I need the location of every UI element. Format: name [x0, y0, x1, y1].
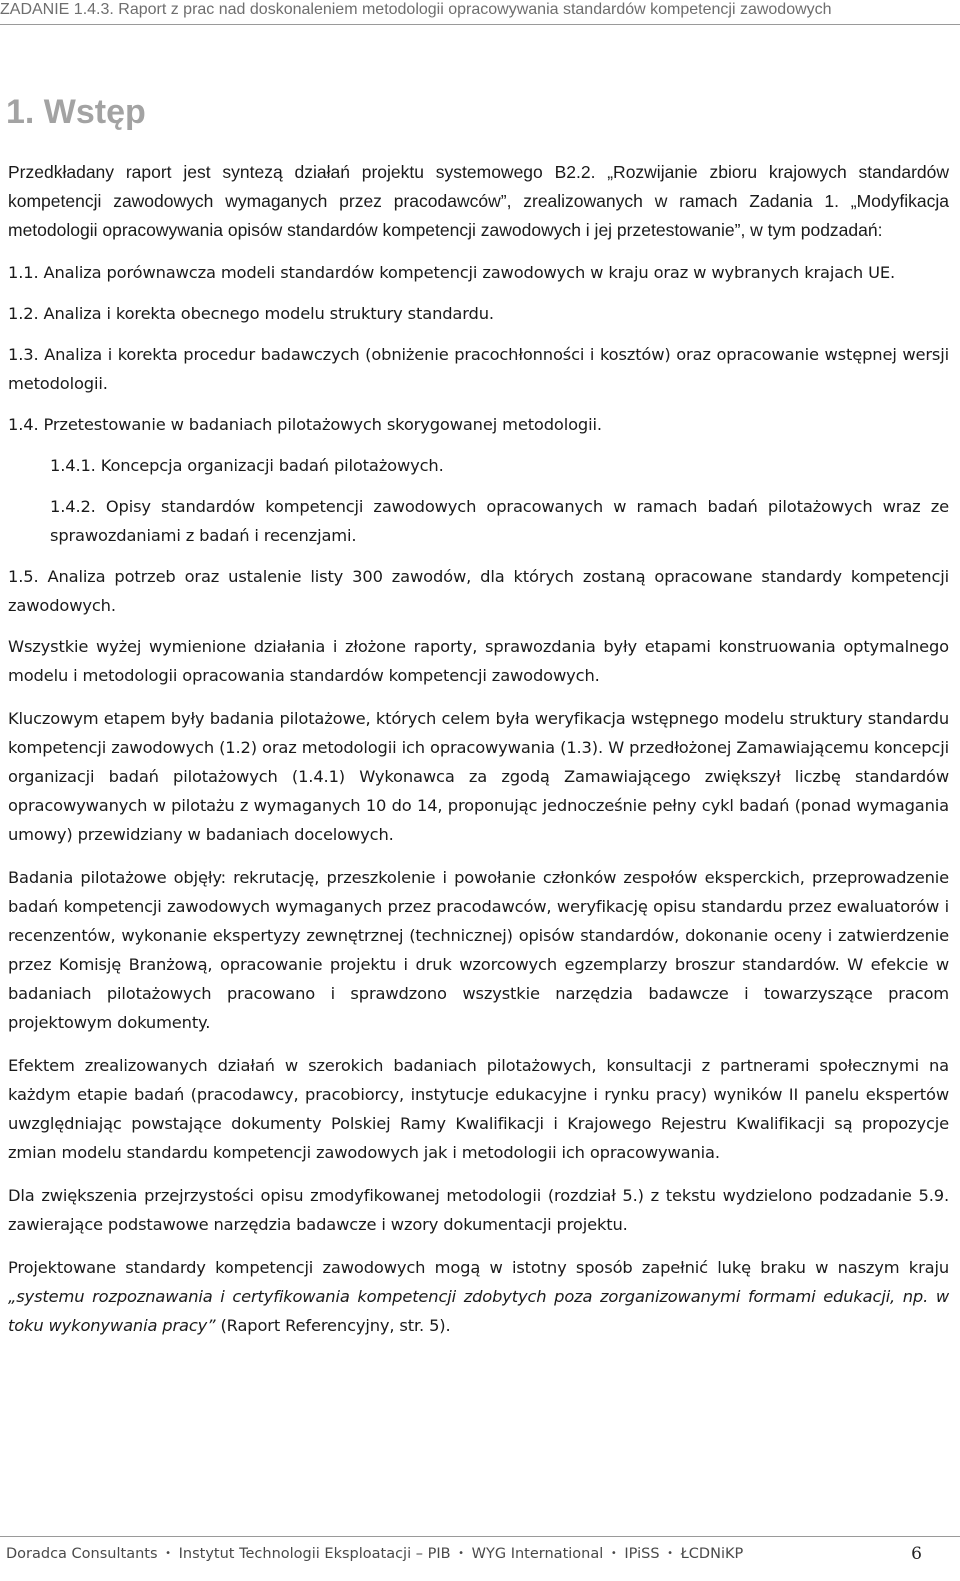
section-heading: 1. Wstęp: [6, 93, 146, 131]
body-paragraph: Badania pilotażowe objęły: rekrutację, przeszkolenie i powołanie członków zespołów eksperckich, przeprowadzenie badań kompetencji zawodowych wymaganych przez pracodawców, weryfikację opisu standardu przez ewaluatorów i recenzentów, wykonanie ekspertyzy zewnętrznej (technicznej) opisów standardów, dokonanie oceny i zatwierdzenie przez Komisję Branżową, opracowanie projektu i druk wzorcowych egzemplarzy broszur standardów. W efekcie w badaniach pilotażowych pracowano i sprawdzono wszystkie narzędzia badawcze i towarzyszące pracom projektowym dokumenty.: [8, 868, 949, 1032]
subtask-subitem: 1.4.2. Opisy standardów kompetencji zawodowych opracowanych w ramach badań pilotażowych wraz ze sprawozdaniami z badań i recenzjami.: [50, 497, 949, 545]
closing-quote: „systemu rozpoznawania i certyfikowania kompetencji zdobytych poza zorganizowanymi formami edukacji, np. w toku wykonywania pracy”: [8, 1287, 949, 1335]
footer-partner: IPiSS: [624, 1546, 660, 1562]
footer-separator: •: [610, 1548, 617, 1559]
running-header: ZADANIE 1.4.3. Raport z prac nad doskonaleniem metodologii opracowywania standardów kompetencji zawodowych: [0, 1, 832, 18]
page-number: 6: [911, 1544, 922, 1564]
subtask-item: 1.2. Analiza i korekta obecnego modelu struktury standardu.: [8, 304, 494, 323]
body-paragraph: Dla zwiększenia przejrzystości opisu zmodyfikowanej metodologii (rozdział 5.) z tekstu wydzielono podzadanie 5.9. zawierające podstawowe narzędzia badawcze i wzory dokumentacji projektu.: [8, 1186, 949, 1234]
subtask-item: 1.5. Analiza potrzeb oraz ustalenie listy 300 zawodów, dla których zostaną opracowane standardy kompetencji zawodowych.: [8, 567, 949, 615]
footer-separator: •: [458, 1548, 465, 1559]
footer-separator: •: [165, 1548, 172, 1559]
body-paragraph: Kluczowym etapem były badania pilotażowe, których celem była weryfikacja wstępnego modelu struktury standardu kompetencji zawodowych (1.2) oraz metodologii ich opracowywania (1.3). W przedłożonej Zamawiającemu koncepcji organizacji badań pilotażowych (1.4.1) Wykonawca za zgodą Zamawiającego zwiększył liczbę standardów opracowywanych w pilotażu z wymaganych 10 do 14, proponując jednocześnie pełny cykl badań (ponad wymagania umowy) przewidziany w badaniach docelowych.: [8, 709, 949, 844]
closing-lead-text: Projektowane standardy kompetencji zawodowych mogą w istotny sposób zapełnić lukę braku w naszym kraju: [8, 1258, 949, 1277]
footer-partners: [6, 1546, 954, 1562]
body-paragraph: Wszystkie wyżej wymienione działania i złożone raporty, sprawozdania były etapami konstruowania optymalnego modelu i metodologii opracowania standardów kompetencji zawodowych.: [8, 637, 949, 685]
footer-rule: [0, 1536, 960, 1537]
subtask-item: 1.4. Przetestowanie w badaniach pilotażowych skorygowanej metodologii.: [8, 415, 602, 434]
body-content: [8, 158, 949, 1340]
footer-separator: •: [667, 1548, 674, 1559]
footer-partner: Doradca Consultants: [6, 1546, 158, 1562]
intro-paragraph: Przedkładany raport jest syntezą działań projektu systemowego B2.2. „Rozwijanie zbioru krajowych standardów kompetencji zawodowych wymaganych przez pracodawców”, zrealizowanych w ramach Zadania 1. „Modyfikacja metodologii opracowywania opisów standardów kompetencji zawodowych i jej przetestowanie”, w tym podzadań:: [8, 162, 949, 240]
subtask-subitem: 1.4.1. Koncepcja organizacji badań pilotażowych.: [50, 456, 444, 475]
closing-paragraph: [8, 1253, 949, 1340]
subtask-item: 1.1. Analiza porównawcza modeli standardów kompetencji zawodowych w kraju oraz w wybranych krajach UE.: [8, 263, 895, 282]
closing-reference: (Raport Referencyjny, str. 5).: [215, 1316, 451, 1335]
footer-partner: ŁCDNiKP: [680, 1546, 744, 1562]
body-paragraph: Efektem zrealizowanych działań w szerokich badaniach pilotażowych, konsultacji z partnerami społecznymi na każdym etapie badań (pracodawcy, pracobiorcy, instytucje edukacyjne i rynku pracy) wyników II panelu ekspertów uwzględniając powstające dokumenty Polskiej Ramy Kwalifikacji i Krajowego Rejestru Kwalifikacji są propozycje zmian modelu standardu kompetencji zawodowych jak i metodologii ich opracowywania.: [8, 1056, 949, 1162]
footer-partner: Instytut Technologii Eksploatacji – PIB: [178, 1546, 451, 1562]
footer-partner: WYG International: [471, 1546, 604, 1562]
subtask-item: 1.3. Analiza i korekta procedur badawczych (obniżenie pracochłonności i kosztów) oraz opracowanie wstępnej wersji metodologii.: [8, 345, 949, 393]
header-rule: [0, 24, 960, 25]
